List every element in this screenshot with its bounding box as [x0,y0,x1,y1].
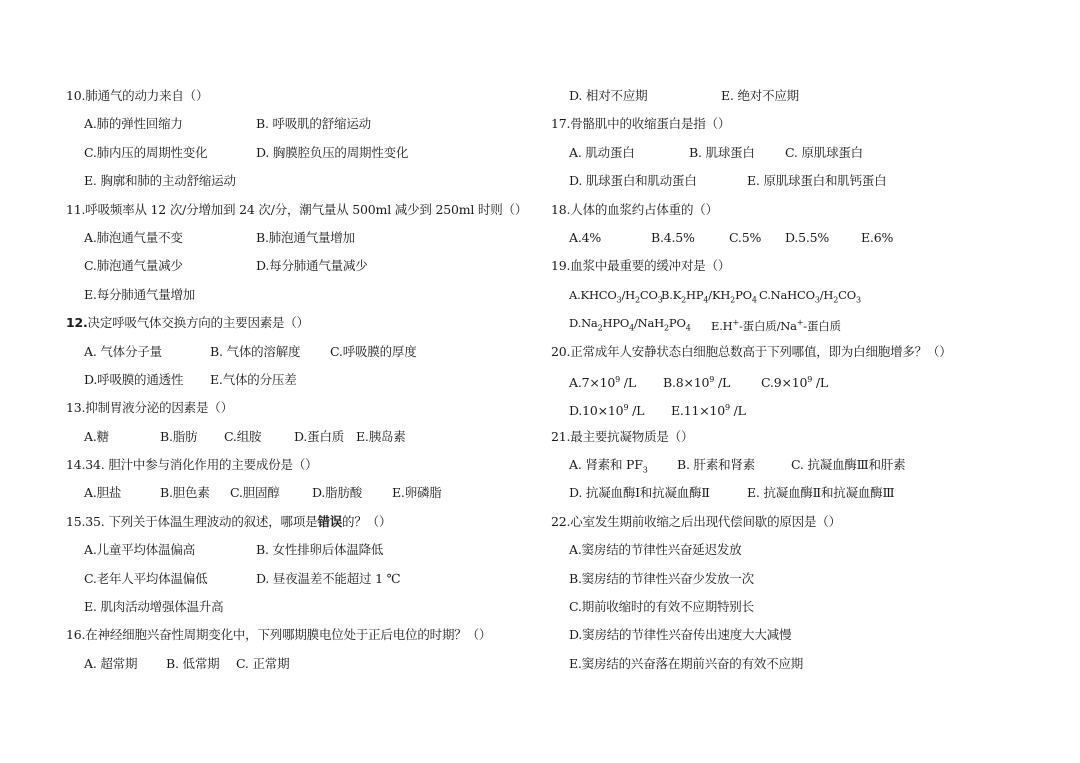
question-stem: 14.34. 胆汁中参与消化作用的主要成份是（） [66,457,318,473]
option-e: E. 胸廓和肺的主动舒缩运动 [84,173,236,189]
option-b: B. 肝素和肾素 [677,457,756,473]
question-stem: 22.心室发生期前收缩之后出现代偿间歇的原因是（） [551,513,841,529]
option-e: E.卵磷脂 [392,485,442,501]
option-row [66,569,536,597]
option-b: B.肺泡通气量增加 [256,229,355,245]
question-stem [66,313,536,341]
option-c: C.呼吸膜的厚度 [330,343,417,359]
option-a: A. 气体分子量 [84,343,162,359]
option-d: D.蛋白质 [294,428,345,444]
option-a: A.儿童平均体温偏高 [84,542,196,558]
option-c: C.5% [729,229,762,245]
emphasis-word: 错误 [317,513,343,529]
option-row [551,285,1021,313]
option-b: B.胆色素 [160,485,210,501]
option-row [66,654,536,682]
option-row [66,114,536,142]
option-e: E. 原肌球蛋白和肌钙蛋白 [747,173,887,189]
option-d: $D.Na_2HPO_4/NaH_2PO_4$ [569,316,691,333]
question-stem: 17.骨骼肌中的收缩蛋白是指（） [551,116,731,132]
question-stem [66,512,536,540]
option-row [551,370,1021,398]
option-c: $C.9\times 10^9$ /L [761,374,829,391]
option-b: B. 气体的溶解度 [210,343,301,359]
option-a: A.窦房结的节律性兴奋延迟发放 [569,542,742,558]
option-row [551,171,1021,199]
option-c: C.组胺 [224,428,262,444]
question-stem: 20.正常成年人安静状态白细胞总数高于下列哪值，即为白细胞增多？（） [551,343,952,359]
question-stem: 16.在神经细胞兴奋性周期变化中，下列哪期膜电位处于正后电位的时期？（） [66,627,492,643]
option-row [551,143,1021,171]
option-a: $A.KHCO_3/H_2CO_3$ [569,287,663,305]
option-row [66,256,536,284]
option-e: E.胰岛素 [356,428,406,444]
option-a: A.肺的弹性回缩力 [84,116,183,132]
option-e: E. 绝对不应期 [721,88,799,103]
option-row [66,228,536,256]
option-e: $E.11\times 10^9$ /L [671,403,746,419]
option-row [66,285,536,313]
option-row [551,86,1021,114]
option-b: B. 低常期 [166,655,220,671]
option-c: C.肺泡通气量减少 [84,258,183,274]
option-d: $D.10\times 10^9$ /L [569,403,645,419]
option-c: $C.NaHCO_3/H_2CO_3$ [759,287,861,305]
option-c: C.肺内压的周期性变化 [84,144,208,160]
option-a: A.胆盐 [84,485,122,501]
option-row [551,228,1021,256]
option-b: B. 女性排卵后体温降低 [256,542,384,558]
question-number: 12. [66,315,88,331]
option-b: $B.K_2HP_4/KH_2PO_4$ [661,287,757,305]
option-c: C. 正常期 [236,655,290,671]
option-d: D. 昼夜温差不能超过 1 ℃ [256,570,401,586]
option-c: C.期前收缩时的有效不应期特别长 [569,599,754,615]
left-column [66,86,536,682]
question-stem: 21.最主要抗凝物质是（） [551,428,694,444]
option-c: C. 抗凝血酶Ⅲ和肝素 [791,457,906,473]
option-a: A.肺泡通气量不变 [84,229,183,245]
option-e: E.窦房结的兴奋落在期前兴奋的有效不应期 [569,655,804,671]
option-row [66,427,536,455]
option-c: C.老年人平均体温偏低 [84,570,208,586]
option-c: C. 原肌球蛋白 [785,144,863,160]
option-d: D.窦房结的节律性兴奋传出速度大大减慢 [569,627,792,643]
option-b: B. 呼吸肌的舒缩运动 [256,116,371,132]
option-b: B.脂肪 [160,428,198,444]
option-b: B.4.5% [651,229,695,245]
question-stem: 10.肺通气的动力来自（） [66,88,209,103]
option-row [551,483,1021,511]
option-row [66,342,536,370]
option-c: C.胆固醇 [230,485,280,501]
option-d: D. 胸膜腔负压的周期性变化 [256,144,409,160]
option-e: E. 抗凝血酶Ⅱ和抗凝血酶Ⅲ [747,485,895,501]
right-column [551,86,1021,682]
question-stem: 13.抑制胃液分泌的因素是（） [66,400,233,416]
option-e: E.H+-蛋白质/Na+-蛋白质 [711,318,841,333]
option-row [66,597,536,625]
option-row [551,313,1021,341]
question-text: 15.35. 下列关于体温生理波动的叙述，哪项是 [66,513,318,529]
option-d: D. 抗凝血酶Ⅰ和抗凝血酶Ⅱ [569,485,710,501]
option-row [551,455,1021,483]
option-e: E.每分肺通气量增加 [84,286,196,302]
option-row [66,143,536,171]
option-b: B. 肌球蛋白 [689,144,755,160]
question-stem: 11.呼吸频率从 12 次/分增加到 24 次/分，潮气量从 500ml 减少到 250ml 时则（） [66,201,528,217]
question-text: 决定呼吸气体交换方向的主要因素是（） [87,315,309,331]
option-e: E.气体的分压差 [210,371,297,387]
option-row [66,483,536,511]
option-d: D. 相对不应期 [569,88,648,103]
option-a: A. 超常期 [84,655,138,671]
option-a: A. 肌动蛋白 [569,144,635,160]
option-b: $B.8\times 10^9$ /L [663,374,731,391]
option-d: D.呼吸膜的通透性 [84,371,184,387]
option-a: A. 肾素和 $PF_3$ [569,457,648,475]
option-d: D.5.5% [785,229,830,245]
option-d: D. 肌球蛋白和肌动蛋白 [569,173,697,189]
question-stem: 19.血浆中最重要的缓冲对是（） [551,258,731,274]
option-a: A.糖 [84,428,109,444]
question-stem: 18.人体的血浆约占体重的（） [551,201,718,217]
option-d: D.脂肪酸 [312,485,363,501]
option-b: B.窦房结的节律性兴奋少发放一次 [569,570,754,586]
option-e: E. 肌肉活动增强体温升高 [84,599,224,615]
option-a: $A.7\times 10^9$ /L [569,374,636,391]
option-row [551,398,1021,426]
option-e: E.6% [861,229,894,245]
option-d: D.每分肺通气量减少 [256,258,368,274]
option-row [66,540,536,568]
option-a: A.4% [569,229,602,245]
option-row [66,370,536,398]
option-row [66,171,536,199]
question-text-end: 的？（） [342,513,392,529]
